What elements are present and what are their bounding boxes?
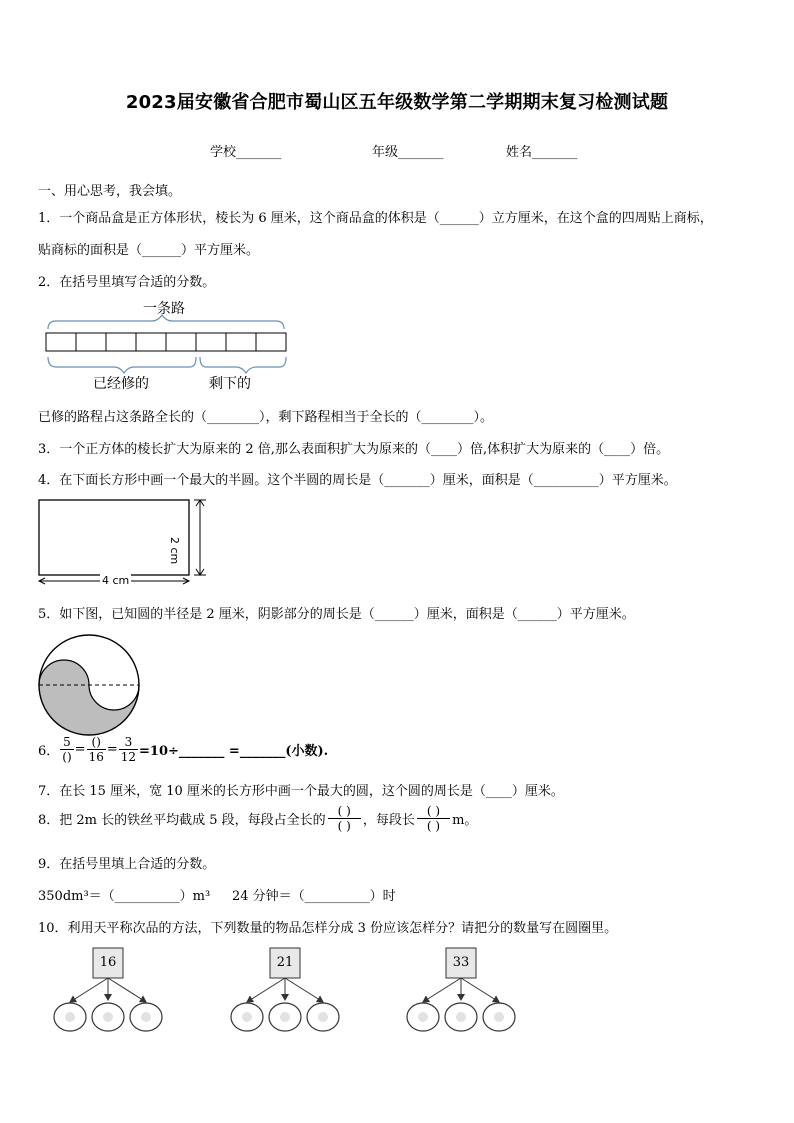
question-4: 4．在下面长方形中画一个最大的半圆。这个半圆的周长是（_______）厘米，面积是（__________）平方厘米。: [38, 473, 677, 488]
question-2-prompt: 2．在括号里填写合适的分数。: [38, 275, 216, 290]
name-field[interactable]: 姓名_______: [506, 145, 578, 160]
answer-fraction-2-numerator[interactable]: ( ): [417, 804, 450, 819]
equals-1: =: [74, 742, 86, 757]
count-21: 21: [276, 955, 294, 970]
question-2-answer: 已修的路程占这条路全长的（________），剩下路程相当于全长的（________）。: [38, 410, 494, 425]
school-field[interactable]: 学校_______: [210, 145, 282, 160]
question-1-line-1: 1．一个商品盒是正方体形状，棱长为 6 厘米，这个商品盒的体积是（______）立方厘米，在这个盒的四周贴上商标，: [38, 211, 713, 226]
question-1-line-2: 贴商标的面积是（______）平方厘米。: [38, 243, 260, 258]
fraction-3-numerator: 3: [119, 735, 138, 750]
answer-fraction-1: [328, 804, 361, 833]
question-8: [38, 804, 477, 833]
repaired-label: 已经修的: [93, 376, 149, 392]
fraction-1-denominator: (): [62, 750, 72, 764]
shaded-circle-diagram: [37, 633, 141, 737]
page-title: 2023届安徽省合肥市蜀山区五年级数学第二学期期末复习检测试题: [125, 92, 669, 113]
fraction-2: [87, 735, 106, 764]
answer-fraction-2: [417, 804, 450, 833]
fraction-3: [119, 735, 138, 764]
question-7: 7．在长 15 厘米，宽 10 厘米的长方形中画一个最大的圆，这个圆的周长是（____）厘米。: [38, 784, 564, 799]
fraction-1: [60, 735, 73, 764]
grade-field[interactable]: 年级_______: [372, 145, 444, 160]
question-8-part-1: 8．把 2m 长的铁丝平均截成 5 段，每段占全长的: [38, 813, 326, 828]
fraction-3-denominator: 12: [120, 750, 137, 764]
equals-2: =: [106, 742, 118, 757]
question-9-b: 24 分钟＝（__________）时: [232, 889, 396, 904]
count-16: 16: [99, 955, 117, 970]
answer-fraction-1-denominator[interactable]: ( ): [337, 819, 351, 833]
fraction-2-numerator: (): [87, 735, 106, 750]
question-6-tail: =10÷_______ =_______(小数).: [139, 744, 329, 759]
remaining-label: 剩下的: [209, 376, 251, 392]
question-3: 3．一个正方体的棱长扩大为原来的 2 倍,那么表面积扩大为原来的（____）倍,体积扩大为原来的（____）倍。: [38, 442, 670, 457]
width-label: 4 cm: [102, 574, 130, 587]
section-heading: 一、用心思考，我会填。: [38, 184, 182, 199]
question-8-part-3: m。: [452, 813, 478, 828]
question-6: [38, 735, 328, 764]
fraction-1-numerator: 5: [60, 735, 73, 750]
question-9-prompt: 9．在括号里填上合适的分数。: [38, 857, 216, 872]
question-10-prompt: 10．利用天平称次品的方法，下列数量的物品怎样分成 3 份应该怎样分？请把分的数量写在圆圈里。: [38, 921, 618, 936]
question-5: 5．如下图，已知圆的半径是 2 厘米，阴影部分的周长是（______）厘米，面积是（______）平方厘米。: [38, 607, 635, 622]
road-label: 一条路: [143, 301, 185, 317]
answer-fraction-1-numerator[interactable]: ( ): [328, 804, 361, 819]
question-8-part-2: ，每段长: [362, 813, 415, 828]
question-9-a: 350dm³＝（__________）m³: [38, 889, 211, 904]
count-33: 33: [452, 955, 470, 970]
question-6-number: 6．: [38, 744, 60, 759]
height-label: 2 cm: [168, 537, 181, 565]
answer-fraction-2-denominator[interactable]: ( ): [426, 819, 441, 833]
fraction-2-denominator: 16: [88, 750, 104, 764]
